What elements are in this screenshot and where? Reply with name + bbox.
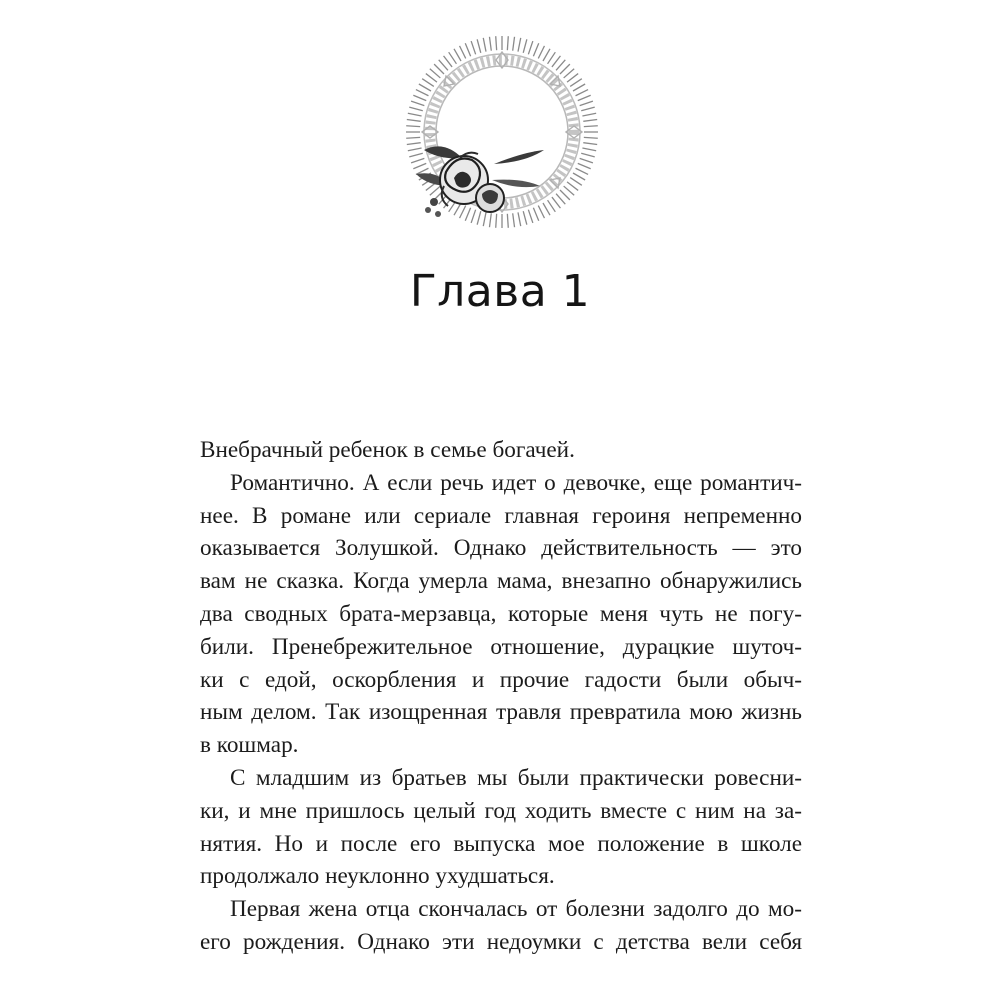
text-line: били. Пренебрежительное отношение, дурацкие шуточ- — [200, 633, 802, 660]
text-line: нее. В романе или сериале главная героиня непременно — [200, 502, 802, 529]
text-line: ки с едой, оскорбления и прочие гадости были обыч- — [200, 666, 802, 693]
text-line: ным делом. Так изощренная травля превратила мою жизнь — [200, 699, 802, 726]
text-line: Первая жена отца скончалась от болезни задолго до мо- — [230, 896, 802, 923]
text-line: в кошмар. — [200, 732, 299, 759]
text-line: С младшим из братьев мы были практически ровесни- — [230, 764, 802, 791]
text-line: его рождения. Однако эти недоумки с детства вели себя — [200, 928, 802, 955]
chapter-title: Глава 1 — [409, 266, 591, 317]
text-line: продолжало неуклонно ухудшаться. — [200, 863, 555, 890]
text-line: вам не сказка. Когда умерла мама, внезапно обнаружились — [200, 568, 802, 595]
text-line: Внебрачный ребенок в семье богачей. — [200, 437, 575, 463]
chapter-body-text — [200, 434, 802, 959]
text-line: два сводных брата-мерзавца, которые меня чуть не погу- — [200, 600, 802, 627]
text-line: оказывается Золушкой. Однако действительность — это — [200, 535, 802, 562]
floral-wreath-ornament-icon — [404, 32, 600, 236]
text-line: Романтично. А если речь идет о девочке, еще романтич- — [230, 469, 802, 496]
text-line: ки, и мне пришлось целый год ходить вместе с ним на за- — [200, 797, 802, 824]
text-line: нятия. Но и после его выпуска мое положение в школе — [200, 830, 802, 857]
